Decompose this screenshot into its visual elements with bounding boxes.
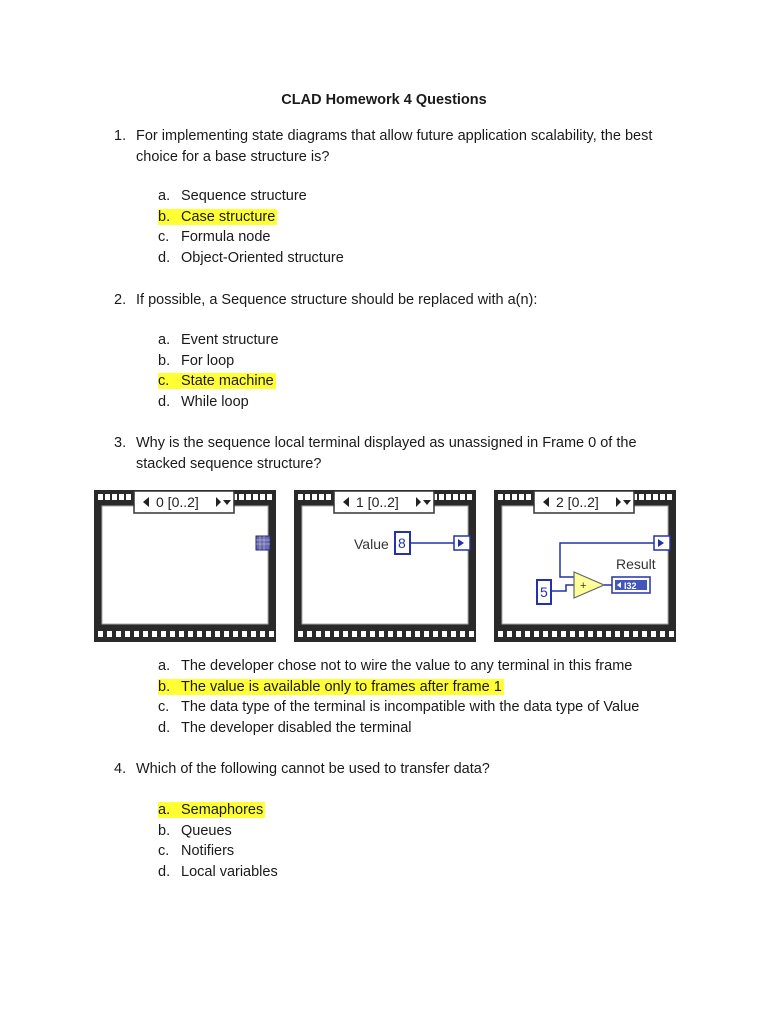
question-1-options (158, 186, 344, 268)
question-number: 4. (114, 761, 127, 777)
question-number: 1. (114, 128, 127, 144)
frame-selector-label: 0 [0..2] (156, 494, 199, 510)
sequence-frame-0 (94, 490, 276, 642)
option-3c: c. The data type of the terminal is incompatible with the data type of Value (158, 699, 640, 716)
question-text: Which of the following cannot be used to transfer data? (136, 761, 490, 777)
question-4-options (158, 800, 278, 882)
question-number: 3. (114, 435, 127, 451)
question-2 (114, 290, 686, 311)
result-label: Result (616, 556, 656, 572)
option-2a: a. Event structure (158, 332, 279, 348)
sequence-structure-diagrams (94, 490, 676, 642)
option-4d: d. Local variables (158, 863, 278, 880)
question-text: For implementing state diagrams that allow future application scalability, the best choice for a base structure is? (136, 128, 653, 165)
sequence-frame-2 (494, 490, 676, 642)
sequence-frame-1 (294, 490, 476, 642)
add-symbol: + (580, 580, 587, 592)
option-2b: b. For loop (158, 352, 235, 369)
frame-selector-label: 1 [0..2] (356, 494, 399, 510)
option-4b: b. Queues (158, 822, 232, 839)
option-3b: b. The value is available only to frames after frame 1 (158, 678, 502, 695)
option-1d: d. Object-Oriented structure (158, 249, 344, 266)
option-1c: c. Formula node (158, 229, 271, 246)
value-constant: 8 (398, 535, 406, 551)
option-1b: b. Case structure (158, 208, 276, 225)
question-text: Why is the sequence local terminal displayed as unassigned in Frame 0 of the stacked sequence structure? (136, 435, 637, 472)
option-4c: c. Notifiers (158, 843, 235, 860)
question-text: If possible, a Sequence structure should be replaced with a(n): (136, 292, 538, 308)
question-3-options (158, 656, 639, 738)
option-2c: c. State machine (158, 373, 274, 390)
indicator-type: I32 (624, 581, 637, 591)
constant-five: 5 (540, 584, 548, 600)
option-3a: a. The developer chose not to wire the value to any terminal in this frame (158, 658, 633, 674)
question-3 (114, 433, 686, 475)
option-4a: a. Semaphores (158, 802, 264, 818)
question-1 (114, 126, 686, 168)
option-1a: a. Sequence structure (158, 188, 307, 204)
option-3d: d. The developer disabled the terminal (158, 719, 412, 736)
frame-selector-label: 2 [0..2] (556, 494, 599, 510)
option-2d: d. While loop (158, 393, 249, 410)
value-label: Value (354, 536, 389, 552)
page-title: CLAD Homework 4 Questions (281, 92, 487, 108)
question-2-options (158, 330, 279, 412)
question-4 (114, 759, 686, 780)
question-number: 2. (114, 292, 127, 308)
